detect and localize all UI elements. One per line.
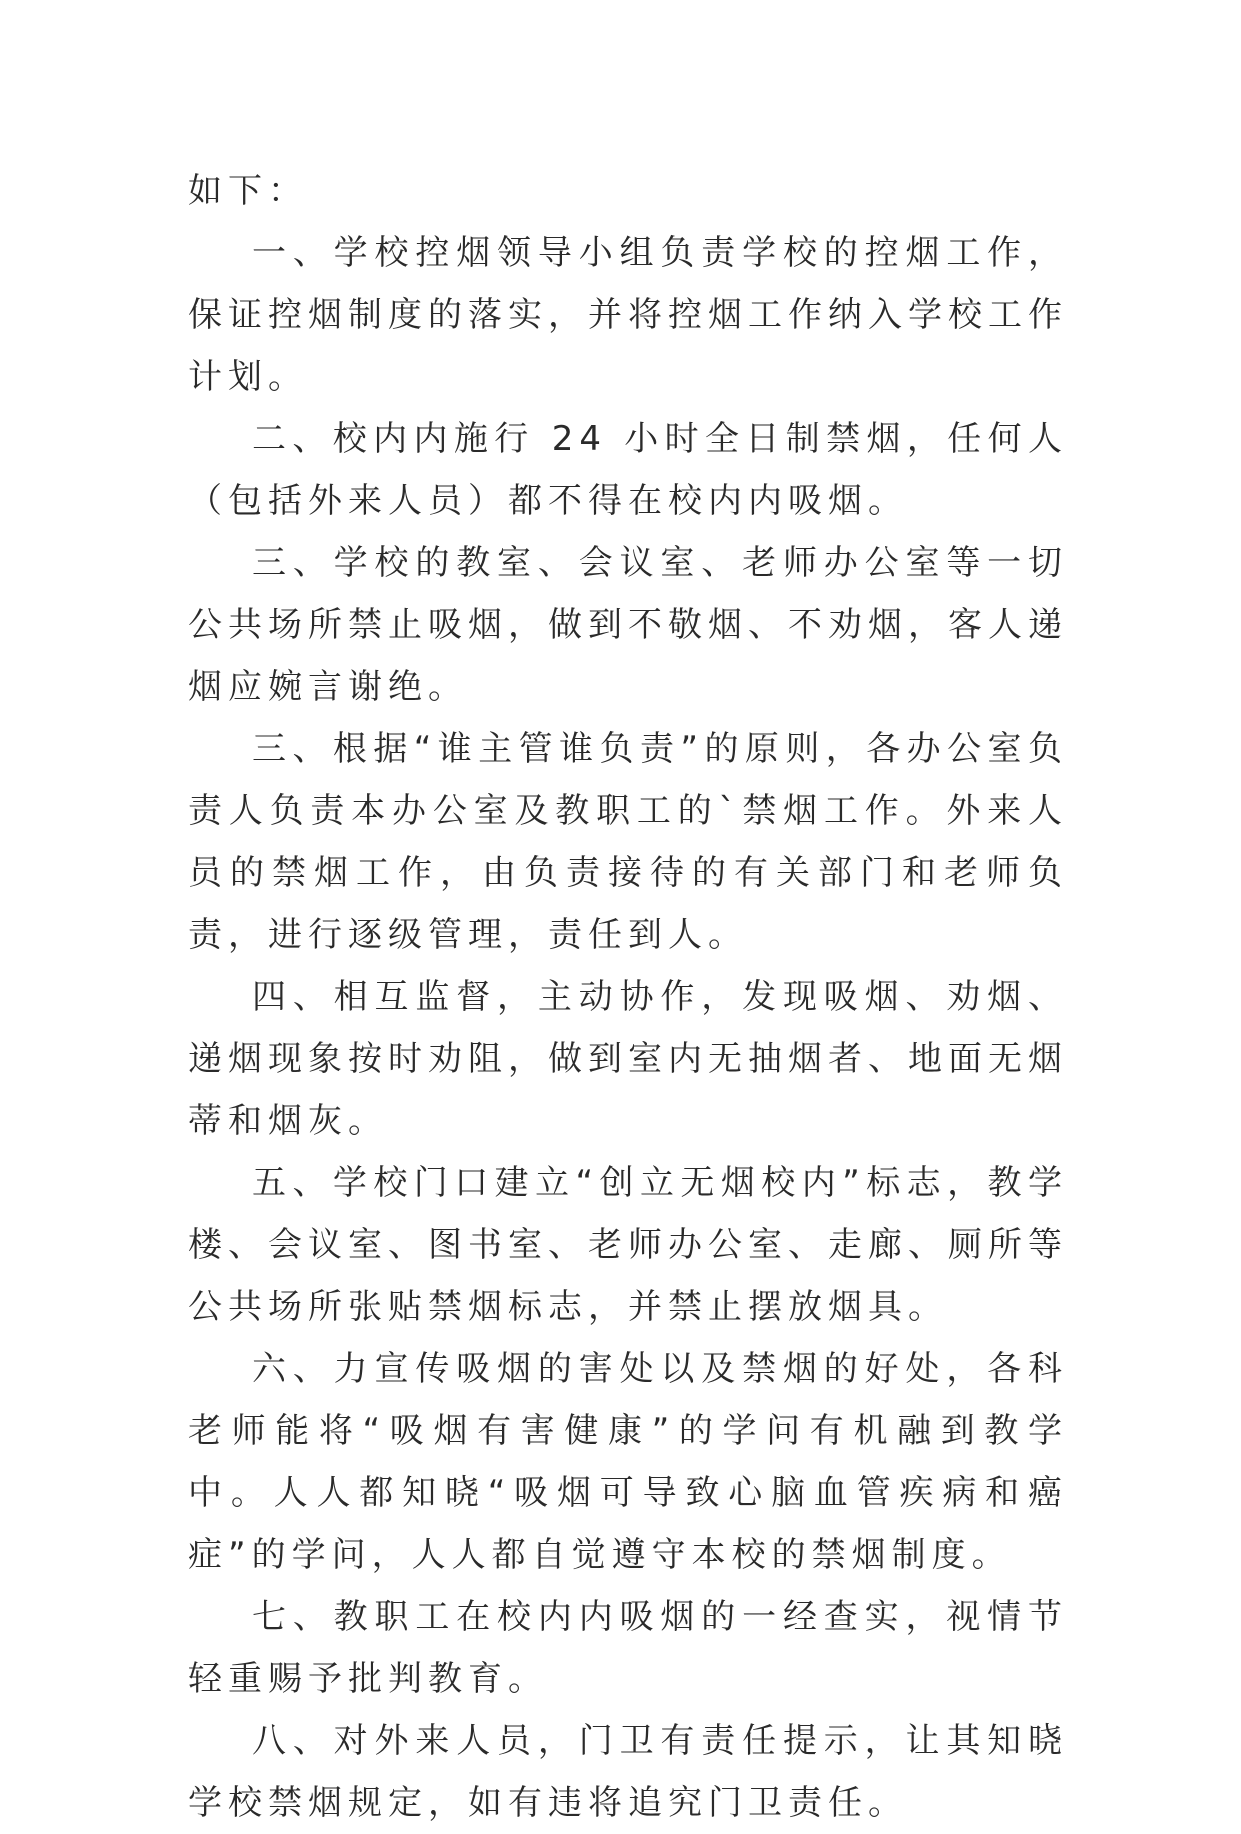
paragraph-item-8: 八、对外来人员，门卫有责任提示，让其知晓学校禁烟规定，如有违将追究门卫责任。 — [188, 1721, 1068, 1823]
paragraph-item-2: 二、校内内施行 24 小时全日制禁烟，任何人（包括外来人员）都不得在校内内吸烟。 — [188, 419, 1068, 521]
document-body — [188, 160, 1068, 1834]
paragraph-item-3: 三、学校的教室、会议室、老师办公室等一切公共场所禁止吸烟，做到不敬烟、不劝烟，客人递烟应婉言谢绝。 — [188, 543, 1068, 707]
paragraph-item-1: 一、学校控烟领导小组负责学校的控烟工作，保证控烟制度的落实，并将控烟工作纳入学校工作计划。 — [188, 233, 1068, 397]
paragraph-item-7: 七、教职工在校内内吸烟的一经查实，视情节轻重赐予批判教育。 — [188, 1597, 1068, 1699]
paragraph-item-6: 六、力宣传吸烟的害处以及禁烟的好处，各科老师能将“吸烟有害健康”的学问有机融到教学中。人人都知晓“吸烟可导致心脑血管疾病和癌症”的学问，人人都自觉遵守本校的禁烟制度。 — [188, 1349, 1068, 1575]
paragraph-intro: 如下： — [188, 171, 308, 211]
paragraph-item-4: 四、相互监督，主动协作，发现吸烟、劝烟、递烟现象按时劝阻，做到室内无抽烟者、地面无烟蒂和烟灰。 — [188, 977, 1068, 1141]
paragraph-item-3b: 三、根据“谁主管谁负责”的原则，各办公室负责人负责本办公室及教职工的`禁烟工作。外来人员的禁烟工作，由负责接待的有关部门和老师负责，进行逐级管理，责任到人。 — [188, 729, 1068, 955]
paragraph-item-5: 五、学校门口建立“创立无烟校内”标志，教学楼、会议室、图书室、老师办公室、走廊、厕所等公共场所张贴禁烟标志，并禁止摆放烟具。 — [188, 1163, 1068, 1327]
